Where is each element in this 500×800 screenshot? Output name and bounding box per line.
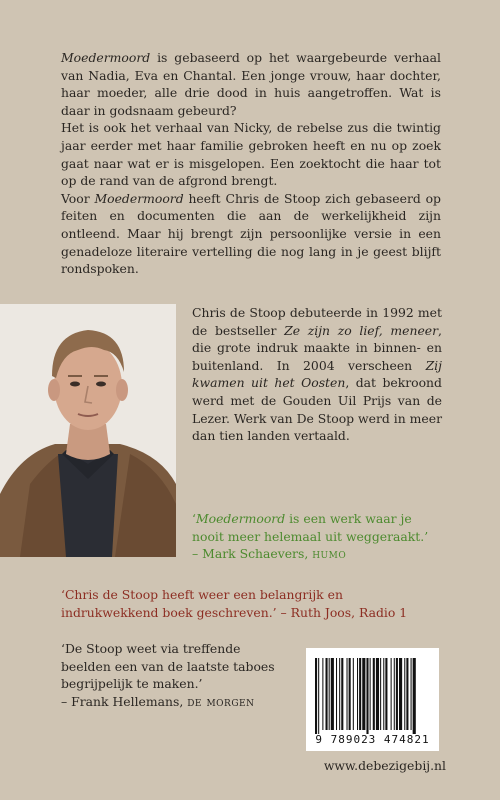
book-title: Zij kwamen uit het Oosten bbox=[192, 357, 442, 391]
bio-text: Chris de Stoop debuteerde in 1992 met de bestseller bbox=[192, 305, 442, 338]
book-title: Moedermoord bbox=[94, 190, 184, 206]
author-photo bbox=[0, 304, 176, 557]
quote-source: – Mark Schaevers, bbox=[192, 546, 313, 562]
author-portrait-image bbox=[0, 304, 176, 557]
blurb bbox=[61, 49, 441, 278]
bio-text: , die grote indruk maakte in binnen- en buitenland. In 2004 verscheen bbox=[192, 322, 442, 373]
blurb-paragraph-3 bbox=[61, 190, 441, 278]
review-quote-humo bbox=[192, 510, 442, 563]
quote-text: is een werk waar je nooit meer helemaal uit weggeraakt.’ bbox=[192, 511, 429, 544]
publisher-url: www.debezigebij.nl bbox=[323, 758, 446, 773]
isbn-barcode bbox=[306, 648, 439, 751]
book-title: Moedermoord bbox=[195, 511, 286, 526]
bio-text: , dat bekroond werd met de Gouden Uil Prijs van de Lezer. Werk van De Stoop werd in meer dan tien landen vertaald. bbox=[192, 375, 443, 444]
review-quote-radio1: ‘Chris de Stoop heeft weer een belangrijk en indrukwekkend boek geschreven.’ – Ruth Joos, Radio 1 bbox=[61, 587, 408, 620]
blurb-paragraph-1 bbox=[61, 49, 441, 119]
blurb-text: is gebaseerd op het waargebeurde verhaal van Nadia, Eva en Chantal. Een jonge vrouw, haar dochter, haar moeder, alle drie dood in huis aangetroffen. Wat is daar in godsnaam gebeurd? bbox=[61, 50, 441, 118]
blurb-text: heeft Chris de Stoop zich gebaseerd op feiten en documenten die aan de werkelijkheid zijn ontleend. Maar hij brengt zijn persoonlijke versie in een genadeloze literaire vertelling die nog lang in je geest blijft rondspoken. bbox=[61, 190, 441, 277]
quote-text: ‘De Stoop weet via treffende beelden een van de laatste taboes begrijpelijk te maken.’ bbox=[61, 641, 275, 692]
review-quote-de-morgen bbox=[61, 640, 286, 710]
blurb-paragraph-2: Het is ook het verhaal van Nicky, de rebelse zus die twintig jaar eerder met haar familie gebroken heeft en nu op zoek gaat naar wat er is misgelopen. Een zoektocht die haar tot op de rand van de afgrond brengt. bbox=[61, 120, 441, 189]
quote-outlet: de morgen bbox=[187, 693, 255, 709]
isbn-number: 9 789023 474821 bbox=[315, 733, 430, 746]
blurb-text: Voor bbox=[61, 190, 95, 206]
book-title: Ze zijn zo lief, meneer bbox=[284, 322, 439, 338]
quote-outlet: humo bbox=[312, 546, 347, 562]
author-bio bbox=[192, 304, 442, 445]
quote-mark: ‘ bbox=[192, 511, 196, 526]
quote-source: – Frank Hellemans, bbox=[61, 693, 188, 709]
book-title: Moedermoord bbox=[61, 50, 151, 65]
